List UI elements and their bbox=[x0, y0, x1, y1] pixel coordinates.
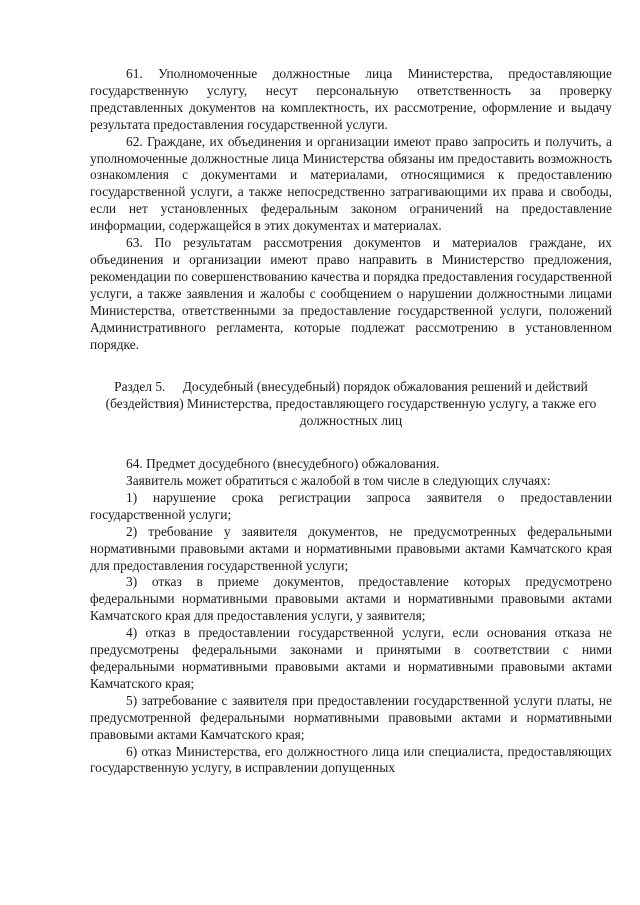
section-title: Досудебный (внесудебный) порядок обжалования решений и действий (бездействия) Министерства, предоставляющего государственную услугу, а также его должностных лиц bbox=[105, 379, 597, 429]
list-item-1: 1) нарушение срока регистрации запроса заявителя о предоставлении государственной услуги; bbox=[90, 489, 612, 522]
list-item-5: 5) затребование с заявителя при предоставлении государственной услуги платы, не предусмотренной федеральными нормативными правовыми актами и нормативными правовыми актами Камчатского края; bbox=[90, 692, 612, 742]
list-item-4: 4) отказ в предоставлении государственной услуги, если основания отказа не предусмотрены федеральными законами и принятыми в соответствии с ними федеральными нормативными правовыми актами и нормативными правовыми актами Камчатского края; bbox=[90, 625, 612, 691]
section-label: Раздел 5. bbox=[114, 379, 166, 395]
paragraph-64: 64. Предмет досудебного (внесудебного) обжалования. bbox=[126, 456, 440, 472]
paragraph-64-intro: Заявитель может обратиться с жалобой в том числе в следующих случаях: bbox=[126, 473, 551, 489]
section-heading bbox=[90, 379, 612, 430]
document-page bbox=[90, 66, 612, 777]
paragraph-62: 62. Граждане, их объединения и организации имеют право запросить и получить, а уполномоченные должностные лица Министерства обязаны им предоставить возможность ознакомления с документами и материалами, относящимися к предоставлению государственной услуги, а также непосредственно затрагивающими их права и свободы, если нет установленных федеральным законом ограничений на предоставление информации, содержащейся в этих документах и материалах. bbox=[90, 133, 612, 234]
paragraph-61: 61. Уполномоченные должностные лица Министерства, предоставляющие государственную услугу, несут персональную ответственность за проверку представленных документов на комплектность, их рассмотрение, оформление и выдачу результата предоставления государственной услуги. bbox=[90, 66, 612, 132]
paragraph-63: 63. По результатам рассмотрения документов и материалов граждане, их объединения и организации имеют право направить в Министерство предложения, рекомендации по совершенствованию качества и порядка предоставления государственной услуги, а также заявления и жалобы с сообщением о нарушении должностными лицами Министерства, ответственными за предоставление государственной услуги, положений Административного регламента, которые подлежат рассмотрению в установленном порядке. bbox=[90, 235, 612, 352]
list-item-6: 6) отказ Министерства, его должностного лица или специалиста, предоставляющих государственную услугу, в исправлении допущенных bbox=[90, 743, 612, 776]
list-item-2: 2) требование у заявителя документов, не предусмотренных федеральными нормативными правовыми актами и нормативными правовыми актами Камчатского края для предоставления государственной услуги; bbox=[90, 523, 612, 573]
list-item-3: 3) отказ в приеме документов, предоставление которых предусмотрено федеральными нормативными правовыми актами и нормативными правовыми актами Камчатского края для предоставления услуги, у заявителя; bbox=[90, 574, 612, 624]
